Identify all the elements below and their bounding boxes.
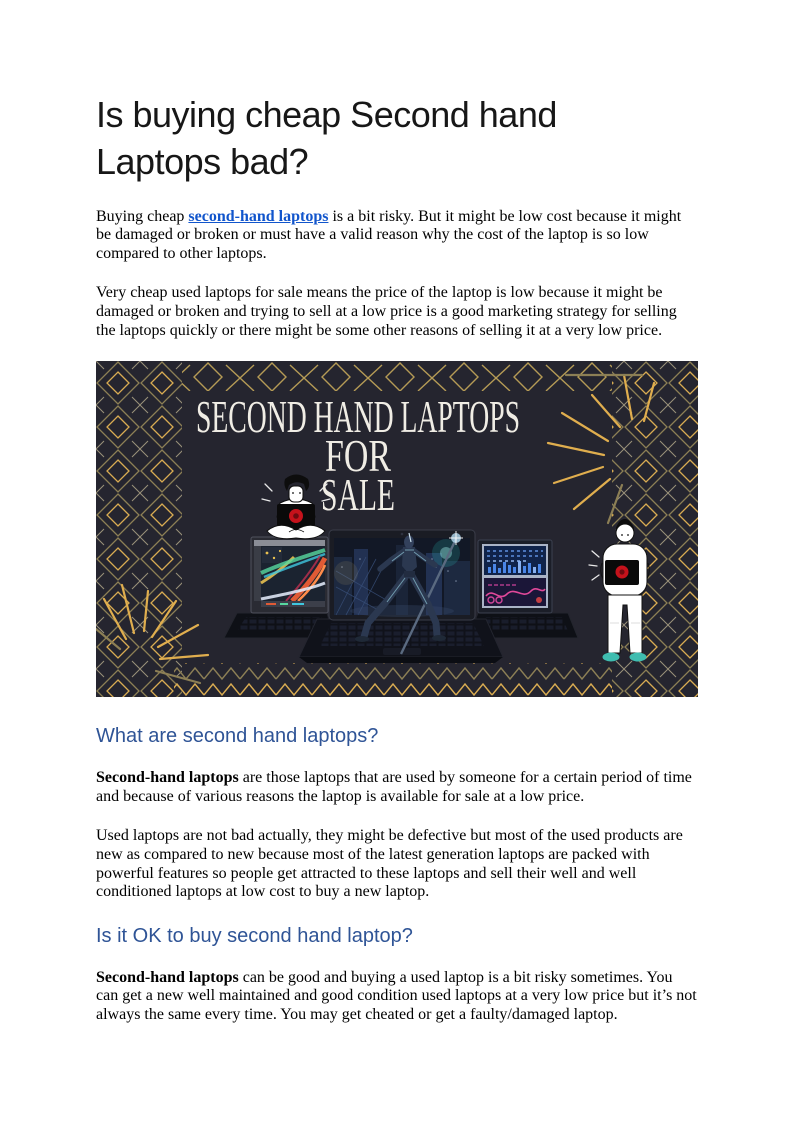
section2-heading: Is it OK to buy second hand laptop? (96, 924, 413, 947)
section1-paragraph1-rest: are those laptops that are used by someone for a certain period of time and because of various reasons the laptop is available for sale at a low price. (96, 769, 692, 805)
section1-paragraph1 (96, 769, 698, 806)
page-title: Is buying cheap Second hand Laptops bad? (96, 94, 557, 182)
section2-paragraph-bold: Second-hand laptops (96, 968, 239, 986)
intro-before-link: Buying cheap (96, 207, 189, 225)
hero-headline-line1: SECOND HAND LAPTOPS (196, 391, 520, 443)
section2-paragraph (96, 969, 698, 1025)
section1-paragraph1-bold: Second-hand laptops (96, 769, 239, 787)
intro-paragraph (96, 208, 698, 264)
gold-lattice-left (96, 361, 182, 697)
hero-headline-line3: SALE (321, 469, 395, 521)
section2-paragraph-rest: can be good and buying a used laptop is a bit risky sometimes. You can get a new well maintained and good condition used laptops at a very low price but it’s not always the same every time. You may get cheated or get a faulty/damaged laptop. (96, 968, 697, 1023)
hero-image (96, 361, 698, 697)
section1-paragraph2: Used laptops are not bad actually, they might be defective but most of the used products are new as compared to new because most of the latest generation laptops are packed with powerful features so people get attracted to these laptops and sell their well and well conditioned laptops at low cost to buy a new laptop. (96, 827, 683, 901)
intro-after-link: is a bit risky. But it might be low cost because it might be damaged or broken or must have a valid reason why the cost of the laptop is so low compared to other laptops. (96, 207, 682, 262)
cheap-used-paragraph: Very cheap used laptops for sale means the price of the laptop is low because it might be damaged or broken and trying to sell at a low price is a good marketing strategy for selling the laptops quickly or there might be some other reasons of selling it at a very low price. (96, 284, 677, 339)
second-hand-laptops-link[interactable]: second-hand laptops (188, 207, 329, 225)
section1-heading: What are second hand laptops? (96, 725, 379, 748)
hero-headline-line2: FOR (325, 430, 392, 482)
gold-zigzag-bottom (174, 663, 612, 697)
gold-top-border (182, 361, 612, 391)
